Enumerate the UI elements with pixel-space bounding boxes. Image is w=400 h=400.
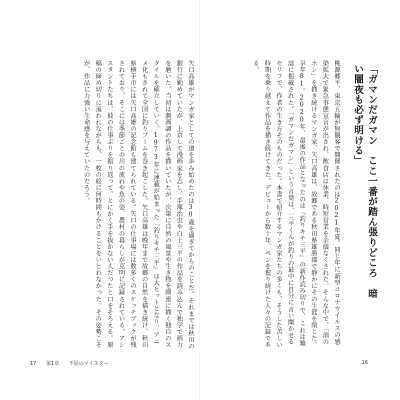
chapter-label: 第1章 [45,361,60,367]
right-page [202,60,378,350]
left-page-body [24,60,196,350]
left-page-footer [30,360,117,367]
right-page-paragraph: 桃源郷平、東京五輪が無観客で開催されたのは2021年夏。同じ年に新型コロナウイルスの感染拡大で緊急事態宣言が出され、飲食店は休業、時短営業を余儀なくされた。そんな中で、「酒のホシ」を描き続けるマンガ家、矢口高雄は、故郷である秋田県雄勝郡で静かにその生涯を閉じた。享年81。2020年、最後の作品となったのは『釣りキチ三平』の新作読み切りで、これは雑誌に掲載された。「ガマンだガマン」という言葉は、三平くんが釣りの最中に自分に言い聞かせるセリフで、作者の生き方そのものだった。本書で紹介するマンガ家たちの多くも、そうした苦しい時期を乗り越えて作品を描き続けてきた。デビューから数十年、ペンを握り続けた人々の記録である。 [251,60,340,349]
left-page-paragraph: 矢口高雄がマンガ家としての道を歩み始めたのは30歳を過ぎてからのことだ。それまでは秋田の銀行に勤めていたが、上京して漫画家を志し、手塚治虫や白土三平の作品を読み込んで独学で画力を磨いた。当初は劇画調の作品を描いていたが、次第に自然の風景や生き物を細密に描く独自のスタイルを確立していく。1973年に連載が始まった『釣りキチ三平』は大ヒットとなり、アニメ化もされて全国に釣りブームを巻き起こした。矢口高雄は晩年まで故郷の自然を描き続け、秋田県横手市には矢口高雄の記念館も建てられている。矢口の仕事場には数多くのスケッチブックが残されており、そこには季節ごとの川の流れや魚の姿、農村の暮らしが克明に記録されている。アシスタントたちは、彼の仕事ぶりを振り返って、とにかく手を抜かない人だったと口をそろえる。原稿の締め切りに追われながらも、一枚の絵に何時間もかけることをいとわなかった。その姿勢こそが、作品に力強い生命感を与えていたのだろう。 [82,60,194,350]
right-page-footer [362,360,368,366]
left-page-number: 17 [30,361,37,367]
right-page-body [204,60,342,350]
left-page [22,60,196,350]
right-page-number: 16 [361,360,368,366]
section-heading: 「ガマンだガマン ここ一番が踏ん張りどころ 暗い闇夜も必ず明ける」 [352,64,377,299]
page-gutter [199,0,200,400]
chapter-title: 不屈のマイスター [68,361,109,367]
